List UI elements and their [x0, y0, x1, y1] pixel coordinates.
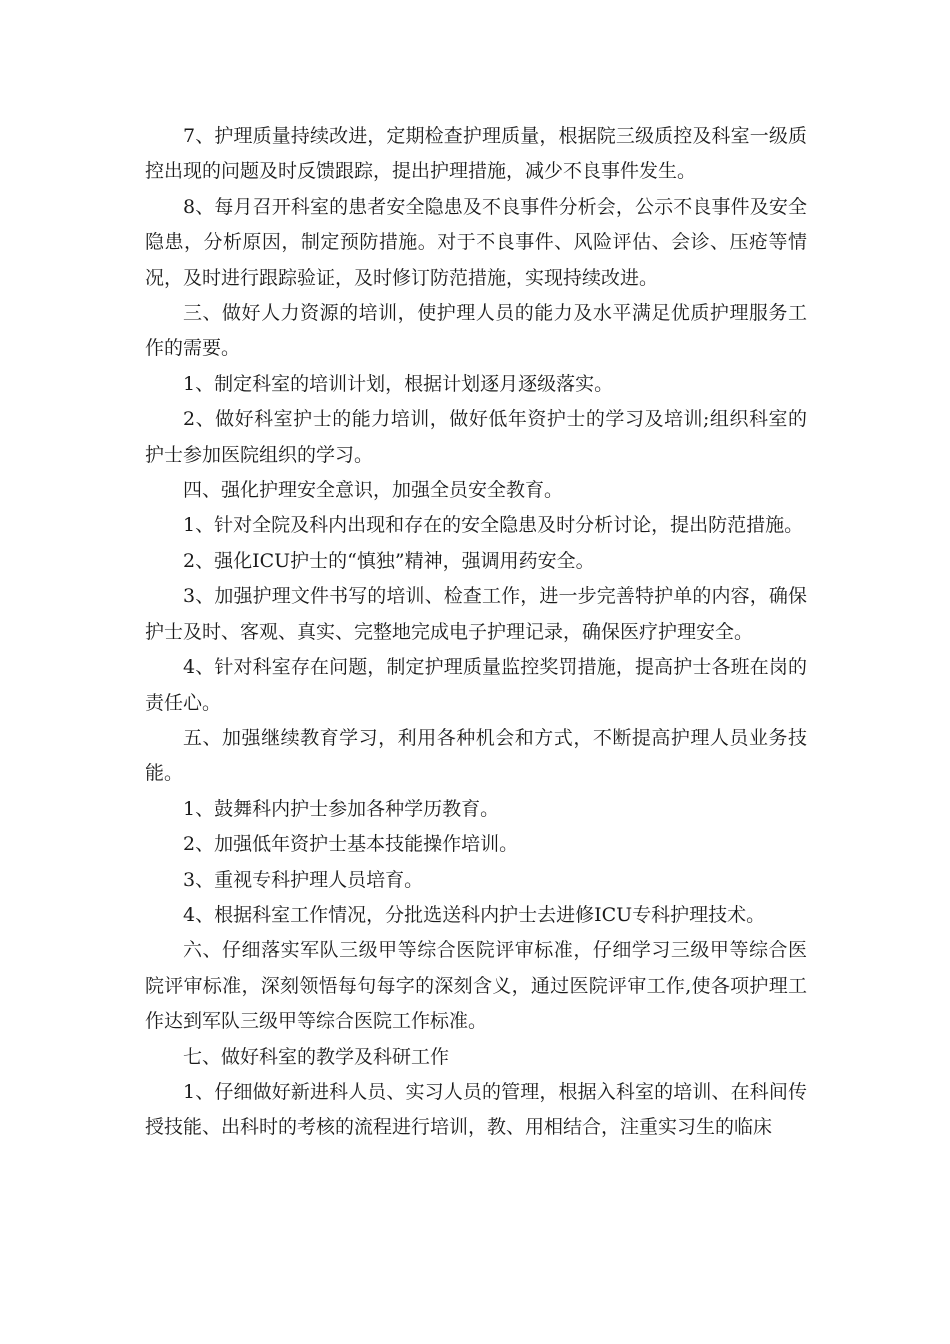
paragraph-8-safety-meeting: 8、每月召开科室的患者安全隐患及不良事件分析会，公示不良事件及安全隐患，分析原因，制定预防措施。对于不良事件、风险评估、会诊、压疮等情况，及时进行跟踪验证，及时修订防范措施，实现持续改进。 [145, 195, 807, 289]
document-body [145, 119, 807, 1146]
paragraph-basic-skills: 2、加强低年资护士基本技能操作培训。 [183, 833, 519, 856]
paragraph-quality-monitoring: 4、针对科室存在问题，制定护理质量监控奖罚措施，提高护士各班在岗的责任心。 [145, 656, 807, 714]
paragraph-specialist-cultivation: 3、重视专科护理人员培育。 [183, 868, 424, 891]
paragraph-safety-hazards: 1、针对全院及科内出现和存在的安全隐患及时分析讨论，提出防范措施。 [183, 514, 804, 537]
paragraph-new-staff-management: 1、仔细做好新进科人员、实习人员的管理，根据入科室的培训、在科间传授技能、出科时的考核的流程进行培训，教、用相结合，注重实习生的临床 [145, 1080, 807, 1139]
section-heading-5-education: 五、加强继续教育学习，利用各种机会和方式，不断提高护理人员业务技能。 [145, 726, 807, 785]
section-heading-6-evaluation: 六、仔细落实军队三级甲等综合医院评审标准，仔细学习三级甲等综合医院评审标准，深刻领悟每句每字的深刻含义，通过医院评审工作,使各项护理工作达到军队三级甲等综合医院工作标准。 [145, 939, 807, 1033]
paragraph-academic-education: 1、鼓舞科内护士参加各种学历教育。 [183, 797, 500, 820]
paragraph-icu-advanced-study: 4、根据科室工作情况，分批选送科内护士去进修ICU专科护理技术。 [183, 903, 766, 926]
section-heading-7-teaching: 七、做好科室的教学及科研工作 [183, 1045, 450, 1068]
section-heading-3-training: 三、做好人力资源的培训，使护理人员的能力及水平满足优质护理服务工作的需要。 [145, 302, 807, 360]
paragraph-7-quality-improvement: 7、护理质量持续改进，定期检查护理质量，根据院三级质控及科室一级质控出现的问题及时反馈跟踪，提出护理措施，减少不良事件发生。 [145, 125, 807, 183]
paragraph-icu-discipline: 2、强化ICU护士的“慎独”精神，强调用药安全。 [183, 549, 595, 572]
section-heading-4-safety: 四、强化护理安全意识，加强全员安全教育。 [183, 479, 564, 502]
paragraph-training-plan: 1、制定科室的培训计划，根据计划逐月逐级落实。 [183, 372, 614, 395]
paragraph-nursing-documents: 3、加强护理文件书写的培训、检查工作，进一步完善特护单的内容，确保护士及时、客观、真实、完整地完成电子护理记录，确保医疗护理安全。 [145, 585, 807, 643]
paragraph-nurse-ability-training: 2、做好科室护士的能力培训，做好低年资护士的学习及培训;组织科室的护士参加医院组织的学习。 [145, 408, 807, 466]
